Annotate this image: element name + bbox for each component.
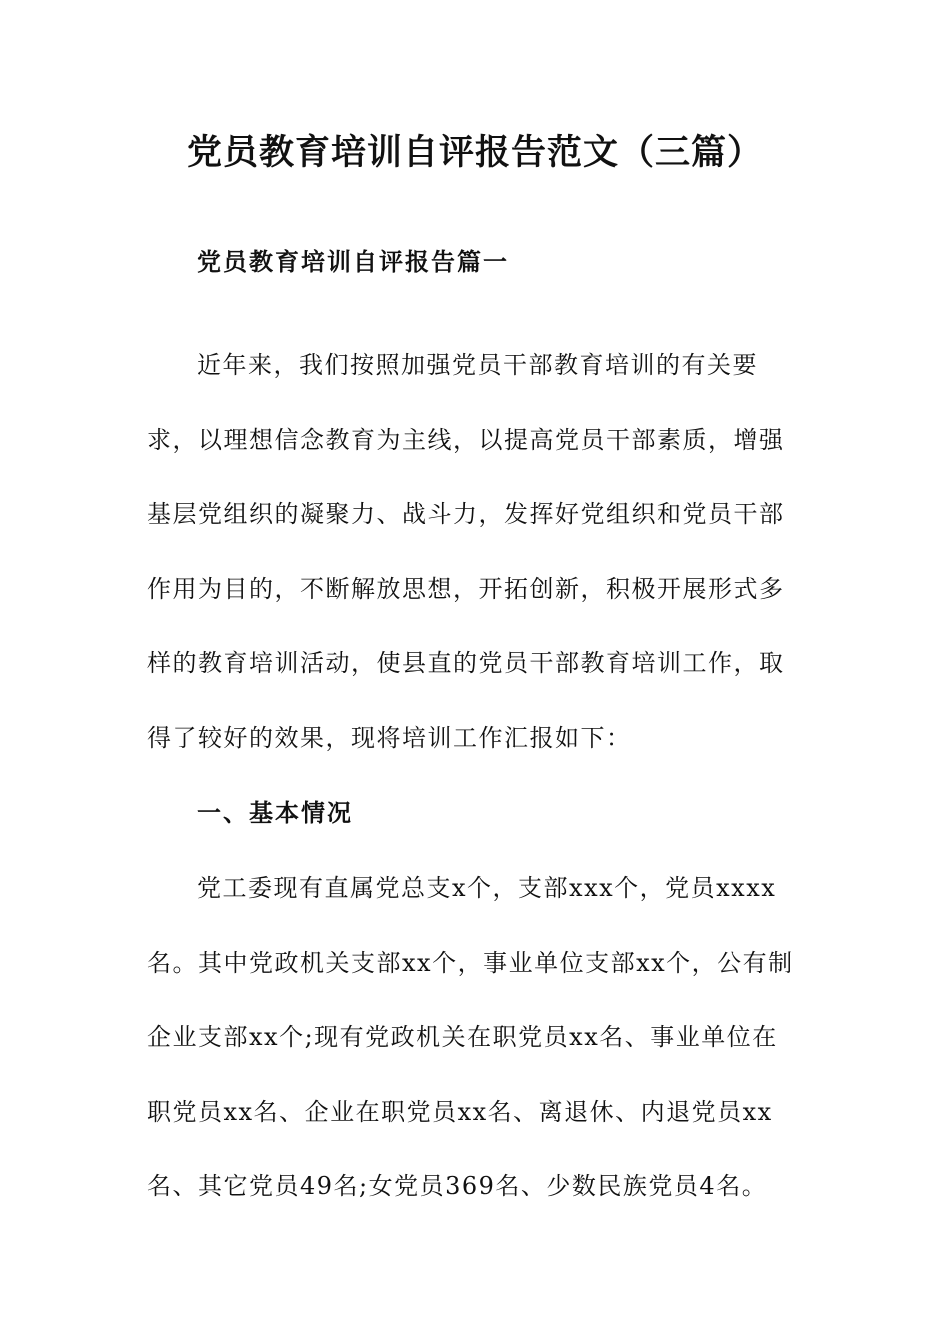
paragraph-line: 名、其它党员49名;女党员369名、少数民族党员4名。 — [147, 1172, 768, 1200]
paragraph-line: 职党员xx名、企业在职党员xx名、离退休、内退党员xx — [147, 1097, 773, 1126]
paragraph-line: 企业支部xx个;现有党政机关在职党员xx名、事业单位在 — [147, 1023, 778, 1051]
paragraph-line: 近年来，我们按照加强党员干部教育培训的有关要 — [197, 351, 758, 379]
document-title: 党员教育培训自评报告范文（三篇） — [186, 133, 763, 173]
paragraph-line: 样的教育培训活动，使县直的党员干部教育培训工作，取 — [147, 649, 785, 677]
paragraph-line: 作用为目的，不断解放思想，开拓创新，积极开展形式多 — [147, 574, 785, 603]
paragraph-line: 名。其中党政机关支部xx个，事业单位支部xx个，公有制 — [147, 948, 794, 977]
section-heading: 党员教育培训自评报告篇一 — [197, 248, 509, 276]
basic-situation-paragraph — [147, 868, 807, 1241]
subheading-basic-situation: 一、基本情况 — [197, 799, 353, 827]
paragraph-line: 得了较好的效果，现将培训工作汇报如下： — [147, 723, 632, 752]
paragraph-line: 党工委现有直属党总支x个，支部xxx个，党员xxxx — [197, 874, 777, 902]
intro-paragraph — [147, 345, 807, 792]
paragraph-line: 求，以理想信念教育为主线，以提高党员干部素质，增强 — [147, 425, 785, 454]
paragraph-line: 基层党组织的凝聚力、战斗力，发挥好党组织和党员干部 — [147, 500, 785, 528]
